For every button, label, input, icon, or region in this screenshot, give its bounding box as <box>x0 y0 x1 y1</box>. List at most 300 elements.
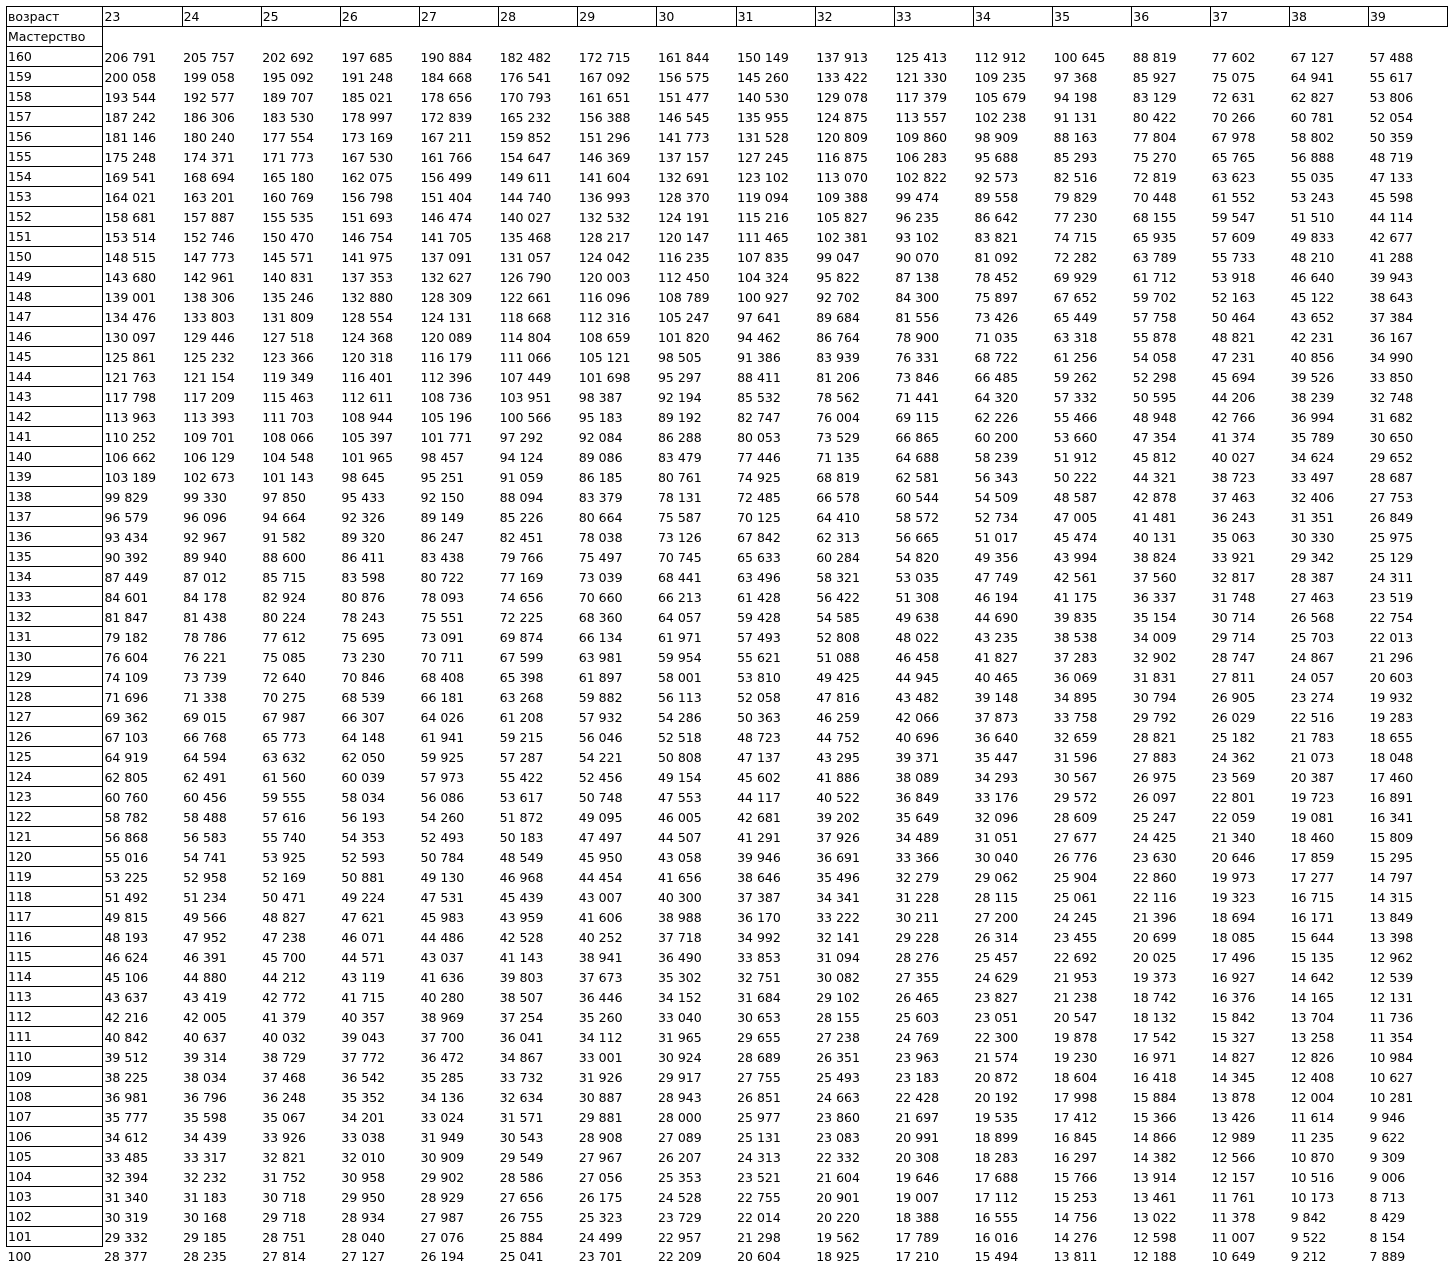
value-cell: 91 386 <box>737 349 781 365</box>
value-cell: 108 736 <box>420 389 473 405</box>
value-cell: 10 984 <box>1369 1049 1414 1065</box>
value-cell: 101 771 <box>420 429 473 445</box>
value-cell: 19 878 <box>1053 1029 1098 1045</box>
value-cell: 46 391 <box>183 949 227 965</box>
value-cell: 81 092 <box>974 249 1019 265</box>
value-cell: 48 827 <box>262 909 306 925</box>
value-cell: 41 291 <box>737 829 781 845</box>
value-cell: 138 306 <box>183 289 235 305</box>
value-cell: 47 497 <box>578 829 623 845</box>
value-cell: 52 958 <box>183 869 227 885</box>
value-cell: 137 091 <box>420 249 473 265</box>
mastery-label: 113 <box>7 987 103 1007</box>
value-cell: 55 016 <box>104 849 149 865</box>
value-cell: 85 532 <box>737 389 781 405</box>
value-cell: 28 000 <box>657 1109 702 1125</box>
value-cell: 10 516 <box>1290 1169 1335 1185</box>
age-column-header: 30 <box>657 7 736 27</box>
value-cell: 92 326 <box>341 509 386 525</box>
value-cell: 38 646 <box>737 869 781 885</box>
value-cell: 14 827 <box>1211 1049 1256 1065</box>
value-cell: 17 859 <box>1290 849 1335 865</box>
value-cell: 49 815 <box>104 909 149 925</box>
value-cell: 25 129 <box>1369 549 1414 565</box>
value-cell: 17 496 <box>1211 949 1256 965</box>
value-cell: 88 600 <box>262 549 306 565</box>
value-cell: 100 927 <box>737 289 789 305</box>
value-cell: 77 804 <box>1132 129 1177 145</box>
mastery-label: 138 <box>7 487 103 507</box>
value-cell: 53 225 <box>104 869 149 885</box>
value-cell: 36 490 <box>657 949 702 965</box>
value-cell: 39 803 <box>499 969 544 985</box>
value-cell: 191 248 <box>341 69 394 85</box>
value-cell: 31 051 <box>974 829 1019 845</box>
value-cell: 131 809 <box>262 309 314 325</box>
value-cell: 28 943 <box>657 1089 702 1105</box>
value-cell: 22 692 <box>1053 949 1098 965</box>
value-cell: 37 718 <box>657 929 702 945</box>
mastery-label: 129 <box>7 667 103 687</box>
value-cell: 36 446 <box>578 989 623 1005</box>
value-cell: 32 634 <box>499 1089 544 1105</box>
value-cell: 33 038 <box>341 1129 386 1145</box>
value-cell: 56 583 <box>183 829 227 845</box>
value-cell: 60 200 <box>974 429 1019 445</box>
value-cell: 82 747 <box>737 409 781 425</box>
value-cell: 30 211 <box>895 909 940 925</box>
value-cell: 31 752 <box>262 1169 306 1185</box>
value-cell: 83 598 <box>341 569 386 585</box>
value-cell: 31 596 <box>1053 749 1098 765</box>
value-cell: 49 566 <box>183 909 227 925</box>
mastery-label: 145 <box>7 347 103 367</box>
value-cell: 13 398 <box>1369 929 1414 945</box>
mastery-label: 123 <box>7 787 103 807</box>
value-cell: 72 640 <box>262 669 306 685</box>
value-cell: 25 904 <box>1053 869 1098 885</box>
value-cell: 28 586 <box>499 1169 544 1185</box>
value-cell: 143 680 <box>104 269 157 285</box>
value-cell: 59 428 <box>737 609 781 625</box>
value-cell: 95 688 <box>974 149 1019 165</box>
mastery-label: 105 <box>7 1147 103 1167</box>
value-cell: 67 842 <box>737 529 781 545</box>
value-cell: 41 481 <box>1132 509 1177 525</box>
value-cell: 100 645 <box>1053 49 1106 65</box>
value-cell: 73 230 <box>341 649 386 665</box>
value-cell: 32 279 <box>895 869 940 885</box>
value-cell: 151 296 <box>578 129 631 145</box>
value-cell: 206 791 <box>104 49 157 65</box>
age-column-header: 23 <box>103 7 182 27</box>
value-cell: 181 146 <box>104 129 157 145</box>
value-cell: 77 230 <box>1053 209 1098 225</box>
value-cell: 51 510 <box>1290 209 1335 225</box>
value-cell: 40 357 <box>341 1009 386 1025</box>
value-cell: 52 058 <box>737 689 781 705</box>
value-cell: 44 690 <box>974 609 1019 625</box>
table-row <box>7 1207 1448 1227</box>
value-cell: 51 234 <box>183 889 227 905</box>
value-cell: 128 554 <box>341 309 394 325</box>
value-cell: 43 295 <box>816 749 860 765</box>
value-cell: 161 766 <box>420 149 473 165</box>
value-cell: 107 449 <box>499 369 552 385</box>
value-cell: 44 321 <box>1132 469 1177 485</box>
value-cell: 16 418 <box>1132 1069 1177 1085</box>
value-cell: 173 169 <box>341 129 394 145</box>
value-cell: 15 494 <box>974 1249 1019 1264</box>
value-cell: 205 757 <box>183 49 235 65</box>
value-cell: 176 541 <box>499 69 552 85</box>
value-cell: 27 089 <box>657 1129 702 1145</box>
value-cell: 123 366 <box>262 349 314 365</box>
value-cell: 122 661 <box>499 289 552 305</box>
value-cell: 87 012 <box>183 569 227 585</box>
value-cell: 27 987 <box>420 1209 465 1225</box>
table-row <box>7 127 1448 147</box>
value-cell: 39 043 <box>341 1029 386 1045</box>
value-cell: 44 206 <box>1211 389 1256 405</box>
value-cell: 19 373 <box>1132 969 1177 985</box>
value-cell: 34 136 <box>420 1089 465 1105</box>
value-cell: 74 656 <box>499 589 544 605</box>
value-cell: 15 766 <box>1053 1169 1098 1185</box>
value-cell: 85 715 <box>262 569 306 585</box>
value-cell: 23 083 <box>816 1129 860 1145</box>
value-cell: 33 926 <box>262 1129 306 1145</box>
value-cell: 72 282 <box>1053 249 1098 265</box>
table-row <box>7 787 1448 807</box>
value-cell: 50 881 <box>341 869 386 885</box>
value-cell: 28 115 <box>974 889 1019 905</box>
mastery-label: 155 <box>7 147 103 167</box>
value-cell: 85 293 <box>1053 149 1098 165</box>
value-cell: 59 555 <box>262 789 306 805</box>
value-cell: 78 038 <box>578 529 623 545</box>
value-cell: 49 356 <box>974 549 1019 565</box>
value-cell: 49 833 <box>1290 229 1335 245</box>
value-cell: 93 102 <box>895 229 940 245</box>
value-cell: 99 047 <box>816 249 860 265</box>
mastery-label: 137 <box>7 507 103 527</box>
table-row <box>7 567 1448 587</box>
mastery-label: 108 <box>7 1087 103 1107</box>
value-cell: 9 842 <box>1290 1209 1327 1225</box>
table-row <box>7 387 1448 407</box>
value-cell: 23 051 <box>974 1009 1019 1025</box>
value-cell: 97 641 <box>737 309 781 325</box>
value-cell: 140 831 <box>262 269 314 285</box>
value-cell: 40 842 <box>104 1029 149 1045</box>
value-cell: 9 309 <box>1369 1149 1406 1165</box>
value-cell: 11 007 <box>1211 1229 1256 1245</box>
value-cell: 72 631 <box>1211 89 1256 105</box>
value-cell: 76 331 <box>895 349 940 365</box>
value-cell: 99 474 <box>895 189 940 205</box>
value-cell: 169 541 <box>104 169 157 185</box>
value-cell: 50 464 <box>1211 309 1256 325</box>
value-cell: 84 300 <box>895 289 940 305</box>
value-cell: 28 929 <box>420 1189 465 1205</box>
value-cell: 73 739 <box>183 669 227 685</box>
mastery-label: 119 <box>7 867 103 887</box>
value-cell: 22 300 <box>974 1029 1019 1045</box>
value-cell: 54 260 <box>420 809 465 825</box>
value-cell: 37 700 <box>420 1029 465 1045</box>
value-cell: 68 819 <box>816 469 860 485</box>
value-cell: 77 446 <box>737 449 781 465</box>
value-cell: 62 491 <box>183 769 227 785</box>
value-cell: 31 682 <box>1369 409 1414 425</box>
value-cell: 23 729 <box>657 1209 702 1225</box>
mastery-label: 101 <box>7 1227 103 1247</box>
value-cell: 102 238 <box>974 109 1027 125</box>
table-row <box>7 847 1448 867</box>
value-cell: 30 714 <box>1211 609 1256 625</box>
value-cell: 57 332 <box>1053 389 1098 405</box>
value-cell: 32 096 <box>974 809 1019 825</box>
value-cell: 31 183 <box>183 1189 227 1205</box>
value-cell: 35 598 <box>183 1109 227 1125</box>
value-cell: 21 296 <box>1369 649 1414 665</box>
value-cell: 33 850 <box>1369 369 1414 385</box>
value-cell: 26 194 <box>420 1249 465 1264</box>
age-column-header: 26 <box>340 7 419 27</box>
value-cell: 37 926 <box>816 829 860 845</box>
value-cell: 55 733 <box>1211 249 1256 265</box>
value-cell: 157 887 <box>183 209 235 225</box>
value-cell: 18 742 <box>1132 989 1177 1005</box>
table-row <box>7 867 1448 887</box>
mastery-label: 103 <box>7 1187 103 1207</box>
value-cell: 26 568 <box>1290 609 1335 625</box>
value-cell: 21 574 <box>974 1049 1019 1065</box>
table-row <box>7 707 1448 727</box>
table-row <box>7 427 1448 447</box>
mastery-label: 118 <box>7 887 103 907</box>
value-cell: 65 765 <box>1211 149 1256 165</box>
value-cell: 31 094 <box>816 949 860 965</box>
value-cell: 42 766 <box>1211 409 1256 425</box>
value-cell: 125 413 <box>895 49 948 65</box>
mastery-label: 115 <box>7 947 103 967</box>
value-cell: 98 645 <box>341 469 386 485</box>
value-cell: 140 530 <box>737 89 789 105</box>
value-cell: 30 909 <box>420 1149 465 1165</box>
table-row <box>7 1047 1448 1067</box>
value-cell: 135 246 <box>262 289 314 305</box>
value-cell: 19 007 <box>895 1189 940 1205</box>
value-cell: 23 860 <box>816 1109 860 1125</box>
value-cell: 109 701 <box>183 429 235 445</box>
value-cell: 41 656 <box>657 869 702 885</box>
value-cell: 19 646 <box>895 1169 940 1185</box>
value-cell: 108 066 <box>262 429 314 445</box>
age-column-header: 24 <box>182 7 261 27</box>
value-cell: 185 021 <box>341 89 394 105</box>
value-cell: 12 131 <box>1369 989 1414 1005</box>
mastery-label: 128 <box>7 687 103 707</box>
value-cell: 57 493 <box>737 629 781 645</box>
value-cell: 28 821 <box>1132 729 1177 745</box>
value-cell: 38 538 <box>1053 629 1098 645</box>
mastery-label: 110 <box>7 1047 103 1067</box>
value-cell: 20 699 <box>1132 929 1177 945</box>
value-cell: 35 352 <box>341 1089 386 1105</box>
value-cell: 51 088 <box>816 649 860 665</box>
value-cell: 13 258 <box>1290 1029 1335 1045</box>
mastery-label: 130 <box>7 647 103 667</box>
value-cell: 33 485 <box>104 1149 149 1165</box>
value-cell: 17 460 <box>1369 769 1414 785</box>
value-cell: 21 298 <box>737 1229 781 1245</box>
value-cell: 177 554 <box>262 129 314 145</box>
value-cell: 52 808 <box>816 629 860 645</box>
value-cell: 128 217 <box>578 229 631 245</box>
value-cell: 38 507 <box>499 989 544 1005</box>
value-cell: 20 547 <box>1053 1009 1098 1025</box>
value-cell: 54 221 <box>578 749 623 765</box>
value-cell: 106 283 <box>895 149 948 165</box>
value-cell: 12 004 <box>1290 1089 1335 1105</box>
value-cell: 48 193 <box>104 929 149 945</box>
value-cell: 90 070 <box>895 249 940 265</box>
value-cell: 34 867 <box>499 1049 544 1065</box>
value-cell: 45 106 <box>104 969 149 985</box>
value-cell: 56 193 <box>341 809 386 825</box>
value-cell: 37 772 <box>341 1049 386 1065</box>
value-cell: 109 235 <box>974 69 1027 85</box>
value-cell: 15 884 <box>1132 1089 1177 1105</box>
value-cell: 45 950 <box>578 849 623 865</box>
value-cell: 18 899 <box>974 1129 1019 1145</box>
value-cell: 12 566 <box>1211 1149 1256 1165</box>
value-cell: 10 627 <box>1369 1069 1414 1085</box>
value-cell: 195 092 <box>262 69 314 85</box>
value-cell: 18 048 <box>1369 749 1414 765</box>
value-cell: 28 155 <box>816 1009 860 1025</box>
value-cell: 38 089 <box>895 769 940 785</box>
value-cell: 161 651 <box>578 89 631 105</box>
value-cell: 52 593 <box>341 849 386 865</box>
value-cell: 16 971 <box>1132 1049 1177 1065</box>
value-cell: 17 998 <box>1053 1089 1098 1105</box>
value-cell: 56 665 <box>895 529 940 545</box>
value-cell: 54 353 <box>341 829 386 845</box>
value-cell: 15 327 <box>1211 1029 1256 1045</box>
table-row <box>7 347 1448 367</box>
value-cell: 22 860 <box>1132 869 1177 885</box>
value-cell: 54 741 <box>183 849 227 865</box>
value-cell: 57 287 <box>499 749 544 765</box>
value-cell: 25 703 <box>1290 629 1335 645</box>
value-cell: 66 865 <box>895 429 940 445</box>
value-cell: 44 486 <box>420 929 465 945</box>
value-cell: 58 001 <box>657 669 702 685</box>
value-cell: 51 308 <box>895 589 940 605</box>
value-cell: 112 450 <box>657 269 710 285</box>
value-cell: 124 368 <box>341 329 394 345</box>
value-cell: 29 228 <box>895 929 940 945</box>
value-cell: 202 692 <box>262 49 314 65</box>
value-cell: 70 275 <box>262 689 306 705</box>
value-cell: 26 175 <box>578 1189 623 1205</box>
value-cell: 50 183 <box>499 829 544 845</box>
value-cell: 10 173 <box>1290 1189 1335 1205</box>
value-cell: 58 321 <box>816 569 860 585</box>
value-cell: 135 468 <box>499 229 552 245</box>
value-cell: 36 796 <box>183 1089 227 1105</box>
value-cell: 34 439 <box>183 1129 227 1145</box>
value-cell: 95 297 <box>657 369 702 385</box>
value-cell: 150 470 <box>262 229 314 245</box>
value-cell: 25 247 <box>1132 809 1177 825</box>
value-cell: 16 016 <box>974 1229 1019 1245</box>
value-cell: 16 341 <box>1369 809 1414 825</box>
value-cell: 123 102 <box>737 169 789 185</box>
value-cell: 13 878 <box>1211 1089 1256 1105</box>
value-cell: 16 845 <box>1053 1129 1098 1145</box>
value-cell: 94 664 <box>262 509 306 525</box>
value-cell: 121 330 <box>895 69 948 85</box>
mastery-label: 133 <box>7 587 103 607</box>
value-cell: 159 852 <box>499 129 552 145</box>
mastery-label: 147 <box>7 307 103 327</box>
mastery-label: 139 <box>7 467 103 487</box>
value-cell: 88 094 <box>499 489 544 505</box>
value-cell: 22 957 <box>657 1229 702 1245</box>
value-cell: 33 040 <box>657 1009 702 1025</box>
value-cell: 32 748 <box>1369 389 1414 405</box>
value-cell: 34 624 <box>1290 449 1335 465</box>
mastery-label: 159 <box>7 67 103 87</box>
value-cell: 100 566 <box>499 409 552 425</box>
value-cell: 28 387 <box>1290 569 1335 585</box>
value-cell: 12 598 <box>1132 1229 1177 1245</box>
value-cell: 52 054 <box>1369 109 1414 125</box>
value-cell: 27 967 <box>578 1149 623 1165</box>
value-cell: 38 643 <box>1369 289 1414 305</box>
value-cell: 46 194 <box>974 589 1019 605</box>
table-row <box>7 47 1448 67</box>
value-cell: 44 212 <box>262 969 306 985</box>
value-cell: 71 696 <box>104 689 149 705</box>
value-cell: 21 783 <box>1290 729 1335 745</box>
value-cell: 35 496 <box>816 869 860 885</box>
value-cell: 75 075 <box>1211 69 1256 85</box>
value-cell: 58 488 <box>183 809 227 825</box>
value-cell: 12 188 <box>1132 1249 1177 1264</box>
value-cell: 85 226 <box>499 509 544 525</box>
mastery-label: 106 <box>7 1127 103 1147</box>
value-cell: 36 981 <box>104 1089 149 1105</box>
age-column-header: 37 <box>1211 7 1290 27</box>
age-column-header: 29 <box>578 7 657 27</box>
value-cell: 78 562 <box>816 389 860 405</box>
value-cell: 70 745 <box>657 549 702 565</box>
value-cell: 148 515 <box>104 249 157 265</box>
table-row <box>7 907 1448 927</box>
value-cell: 104 324 <box>737 269 789 285</box>
value-cell: 66 134 <box>578 629 623 645</box>
value-cell: 43 652 <box>1290 309 1335 325</box>
value-cell: 37 387 <box>737 889 781 905</box>
value-cell: 126 790 <box>499 269 552 285</box>
value-cell: 144 740 <box>499 189 552 205</box>
value-cell: 131 528 <box>737 129 789 145</box>
